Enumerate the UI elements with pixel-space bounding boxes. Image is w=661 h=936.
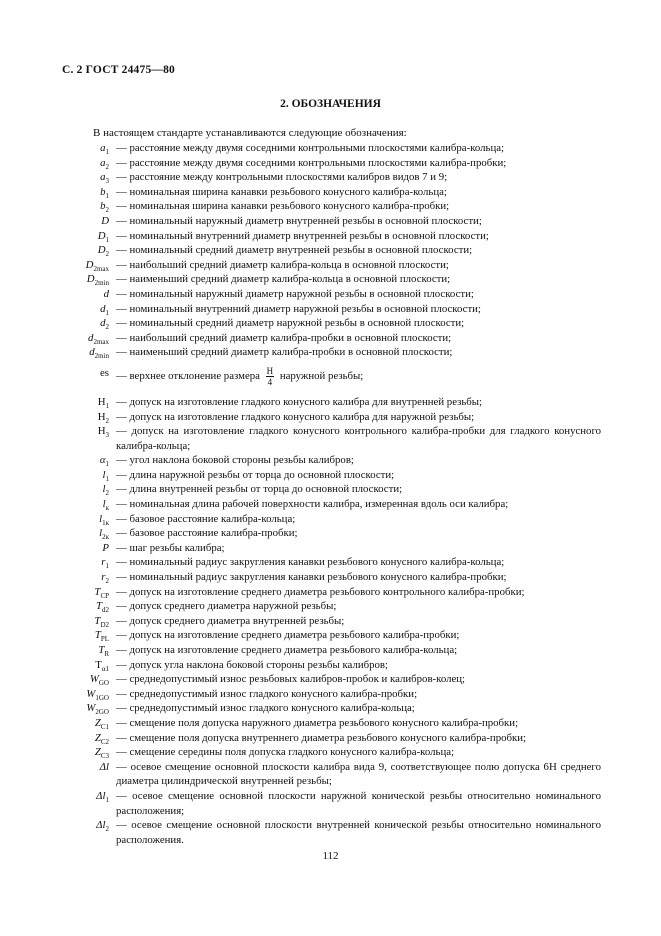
symbol (0, 614, 116, 629)
symbol-letter: l (102, 468, 106, 481)
symbol (0, 497, 116, 512)
symbol-row (0, 287, 661, 302)
definition: — допуск на изготовление гладкого конусного калибра для наружной резьбы; (116, 410, 475, 423)
definition: — базовое расстояние калибра-пробки; (116, 527, 298, 540)
definition: — смещение поля допуска внутреннего диаметра резьбового конусного калибра-пробки; (116, 731, 527, 744)
symbol-subscript: 1 (105, 474, 109, 483)
symbol-subscript: 1 (105, 148, 109, 156)
symbol-row (0, 672, 661, 687)
definition: — номинальная длина рабочей поверхности калибра, измеренная вдоль оси калибра; (116, 498, 509, 511)
symbol-letter: d (89, 346, 95, 359)
symbol-subscript: 2 (105, 206, 109, 215)
symbol-subscript: 2 (105, 162, 109, 171)
symbol (0, 229, 116, 244)
symbol-letter: H (97, 410, 106, 423)
symbol-subscript: 2 (105, 323, 109, 332)
definition: — допуск на изготовление гладкого конусного контрольного калибра-пробки для гладкого конусного калибра-кольца; (116, 425, 601, 452)
symbol-subscript: CP (100, 591, 109, 600)
symbol-row (0, 789, 661, 818)
section-title: 2. ОБОЗНАЧЕНИЯ (280, 98, 381, 110)
symbol-subscript: 1GO (95, 693, 109, 702)
definition: — наибольший средний диаметр калибра-кольца в основной плоскости; (116, 258, 449, 271)
definition: — номинальный радиус закругления канавки резьбового конусного калибра-кольца; (116, 556, 505, 569)
symbol-letter: r (101, 571, 106, 584)
symbol-letter: T (94, 585, 101, 598)
symbol-subscript: R (104, 650, 109, 658)
symbol (0, 331, 116, 346)
symbol (0, 512, 116, 527)
symbol-subscript: C2 (100, 737, 109, 746)
definition: — номинальный наружный диаметр наружной резьбы в основной плоскости; (116, 287, 474, 300)
symbol (0, 316, 116, 331)
symbol-row (0, 541, 661, 556)
symbol (0, 570, 116, 585)
symbol-row (0, 760, 661, 789)
definition: — осевое смещение основной плоскости внутренней конической резьбы относительно номинального расположения. (116, 819, 601, 846)
definition: — осевое смещение основной плоскости наружной конической резьбы относительно номинального расположения; (116, 789, 601, 817)
symbol-row (0, 331, 661, 346)
definition-text-end: наружной резьбы; (279, 369, 364, 382)
symbols-list (0, 141, 661, 847)
definition: — допуск на изготовление гладкого конусного калибра для внутренней резьбы; (116, 395, 483, 408)
symbol-subscript: 1 (105, 191, 109, 200)
symbol-letter: P (102, 541, 109, 554)
symbol-row (0, 453, 661, 468)
symbol-row (0, 497, 661, 512)
definition: — номинальный средний диаметр наружной резьбы в основной плоскости; (116, 317, 465, 330)
symbol-subscript: C1 (100, 722, 109, 731)
symbol-subscript: 2min (94, 352, 109, 361)
intro-text: В настоящем стандарте устанавливаются следующие обозначения: (93, 127, 407, 139)
definition: — угол наклона боковой стороны резьбы калибров; (116, 454, 354, 467)
symbol-letter: T (94, 614, 101, 627)
symbol-letter: a (100, 171, 106, 184)
symbol (0, 272, 116, 287)
definition: — среднедопустимый износ гладкого конусного калибра-пробки; (116, 687, 418, 700)
symbol-letter: d (100, 317, 106, 330)
symbol (0, 541, 116, 556)
symbol-subscript: 3 (105, 431, 109, 440)
symbol-letter: D (85, 258, 94, 271)
symbol-row (0, 585, 661, 600)
symbol-row (0, 482, 661, 497)
symbol-row-es (0, 366, 661, 387)
symbol-subscript: 2 (105, 489, 109, 498)
definition: — шаг резьбы калибра; (116, 541, 225, 554)
symbol-row (0, 818, 661, 847)
symbol-letter: T (98, 644, 105, 656)
symbol-letter: d (88, 331, 94, 344)
symbol-row (0, 199, 661, 214)
symbol-letter: H (97, 395, 106, 408)
symbol-row (0, 229, 661, 244)
definition: — номинальный наружный диаметр внутренней резьбы в основной плоскости; (116, 214, 482, 227)
symbol-row (0, 614, 661, 629)
symbol-subscript: 2GO (95, 708, 109, 717)
definition: — допуск угла наклона боковой стороны резьбы калибров; (116, 658, 388, 671)
symbol (0, 482, 116, 497)
symbols-group-b (0, 395, 661, 847)
symbol (0, 701, 116, 716)
symbol-letter: Z (94, 746, 101, 759)
definition: — осевое смещение основной плоскости калибра вида 9, соответствующее полю допуска 6H среднего диаметра цилиндрической внутренней резьбы; (116, 760, 601, 788)
symbol-subscript: α1 (101, 664, 109, 673)
symbol-row (0, 628, 661, 643)
symbol-row (0, 395, 661, 410)
symbol-subscript: 1к (102, 518, 109, 527)
symbol-row (0, 731, 661, 746)
symbol-letter: Z (94, 731, 101, 744)
symbol-subscript: C3 (100, 752, 109, 761)
definition: — номинальный радиус закругления канавки резьбового конусного калибра-пробки; (116, 571, 507, 584)
definition: — наибольший средний диаметр калибра-пробки в основной плоскости; (116, 331, 452, 344)
symbol (0, 243, 116, 258)
symbol-row (0, 141, 661, 156)
symbol-row (0, 658, 661, 673)
symbol-row (0, 512, 661, 527)
definition: — расстояние между двумя соседними контрольными плоскостями калибра-пробки; (116, 156, 507, 169)
symbol (0, 760, 116, 775)
fraction-denominator: 4 (267, 376, 273, 387)
symbol-row (0, 701, 661, 716)
symbol (0, 628, 116, 643)
symbol (0, 302, 116, 317)
symbol-letter: D (101, 214, 109, 227)
definition: — номинальный внутренний диаметр наружной резьбы в основной плоскости; (116, 302, 481, 315)
symbol-row (0, 214, 661, 229)
symbol-letter: W (89, 673, 99, 686)
symbol-row (0, 345, 661, 360)
definition: — смещение середины поля допуска гладкого конусного калибра-кольца; (116, 746, 455, 759)
definition: — среднедопустимый износ гладкого конусного калибра-кольца; (116, 702, 415, 715)
symbol-row (0, 170, 661, 185)
symbol-letter: T (95, 600, 102, 613)
symbol-row (0, 272, 661, 287)
definition: — допуск на изготовление среднего диаметра резьбового калибра-пробки; (116, 629, 460, 642)
symbol-row (0, 468, 661, 483)
symbol-row (0, 687, 661, 702)
symbol (0, 453, 116, 468)
symbol-subscript: 2 (105, 825, 109, 834)
symbol (0, 658, 116, 673)
definition: — наименьший средний диаметр калибра-пробки в основной плоскости; (116, 346, 453, 359)
symbol-letter: r (101, 556, 106, 569)
symbol-row (0, 410, 661, 425)
symbol (0, 395, 116, 410)
symbol-letter: D (97, 244, 106, 257)
symbol (0, 789, 116, 804)
definition: — длина наружной резьбы от торца до основной плоскости; (116, 468, 395, 481)
symbol-subscript: d2 (102, 606, 109, 615)
definition: — допуск среднего диаметра внутренней резьбы; (116, 614, 345, 627)
symbol-letter: l (102, 498, 106, 511)
symbol-letter: a (100, 142, 106, 154)
page-header: С. 2 ГОСТ 24475—80 (62, 64, 175, 76)
symbol-letter: D (97, 229, 106, 242)
symbol-row (0, 302, 661, 317)
symbol-subscript: 1 (105, 460, 109, 469)
symbol (0, 745, 116, 760)
symbol (0, 410, 116, 425)
definition: — базовое расстояние калибра-кольца; (116, 512, 296, 525)
symbol (0, 672, 116, 687)
symbol: es (100, 366, 109, 379)
definition: — расстояние между контрольными плоскостями калибров видов 7 и 9; (116, 171, 448, 184)
symbol-subscript: 1 (105, 562, 109, 571)
symbol (0, 287, 116, 302)
definition: — среднедопустимый износ резьбовых калибров-пробок и калибров-колец; (116, 673, 466, 686)
symbol-subscript: 2max (93, 337, 109, 346)
symbol-row (0, 555, 661, 570)
symbol-row (0, 316, 661, 331)
symbol-subscript: 1 (105, 795, 109, 804)
symbol (0, 526, 116, 541)
symbol-letter: a (100, 156, 106, 169)
symbol (0, 170, 116, 185)
symbol-row (0, 243, 661, 258)
symbol-row (0, 258, 661, 273)
symbol (0, 716, 116, 731)
symbol (0, 141, 116, 156)
symbol-letter: T (95, 658, 102, 671)
symbol-subscript: к (105, 504, 109, 513)
symbol-row (0, 526, 661, 541)
symbol-letter: l (99, 512, 103, 525)
symbol-row (0, 599, 661, 614)
symbol-row (0, 745, 661, 760)
symbol-subscript: 1 (105, 235, 109, 244)
symbol (0, 555, 116, 570)
symbol-letter: Δl (99, 760, 109, 773)
symbol-letter: α (99, 454, 106, 467)
definition: — наименьший средний диаметр калибра-кольца в основной плоскости; (116, 273, 451, 286)
symbol (0, 214, 116, 229)
symbol-letter: Δl (96, 789, 106, 802)
definition: — допуск на изготовление среднего диаметра резьбового калибра-кольца; (116, 644, 458, 656)
symbol-letter: b (100, 200, 106, 213)
definition: — смещение поля допуска наружного диаметра резьбового конусного калибра-пробки; (116, 716, 519, 729)
symbol (0, 185, 116, 200)
symbol (0, 258, 116, 273)
symbol-letter: W (86, 702, 96, 715)
definition: — номинальный средний диаметр внутренней резьбы в основной плоскости; (116, 244, 473, 257)
definition: — номинальная ширина канавки резьбового конусного калибра-кольца; (116, 185, 447, 198)
symbol (0, 731, 116, 746)
symbol-subscript: 2 (105, 416, 109, 425)
symbol-subscript: D2 (100, 620, 109, 629)
symbols-group-a (0, 141, 661, 360)
symbol-row (0, 156, 661, 171)
symbol-row (0, 185, 661, 200)
symbol-subscript: 2max (93, 264, 109, 273)
page-number: 112 (322, 850, 339, 862)
symbol-row (0, 424, 661, 453)
symbol (0, 818, 116, 833)
definition: — номинальный внутренний диаметр внутренней резьбы в основной плоскости; (116, 229, 489, 242)
definition: — допуск среднего диаметра наружной резьбы; (116, 600, 337, 613)
symbol-letter: d (100, 302, 106, 315)
symbol (0, 424, 116, 439)
symbol (0, 468, 116, 483)
symbol-letter: l (102, 483, 106, 496)
symbol-letter: W (86, 687, 96, 700)
symbol-subscript: 1 (105, 308, 109, 317)
symbol-letter: l (99, 527, 103, 540)
symbol-letter: H (97, 425, 106, 438)
symbol-letter: b (100, 185, 106, 198)
definition: — номинальная ширина канавки резьбового конусного калибра-пробки; (116, 200, 450, 213)
symbol (0, 585, 116, 600)
symbol-subscript: 2к (102, 533, 109, 542)
symbol-letter: d (103, 287, 109, 300)
symbol-letter: Δl (96, 819, 106, 832)
fraction-numerator: H (266, 365, 274, 376)
definition-text: — верхнее отклонение размера (116, 369, 260, 382)
symbol-subscript: 2 (105, 577, 109, 586)
symbol-letter: Z (94, 716, 101, 729)
symbol-subscript: 2 (105, 250, 109, 259)
symbol-subscript: GO (98, 679, 109, 688)
symbol-row (0, 716, 661, 731)
symbol-subscript: PL (100, 635, 109, 644)
definition: — расстояние между двумя соседними контрольными плоскостями калибра-кольца; (116, 142, 505, 154)
symbol (0, 156, 116, 171)
symbol-letter: T (94, 629, 101, 642)
symbol (0, 599, 116, 614)
symbol-subscript: 3 (105, 177, 109, 186)
symbol (0, 345, 116, 360)
symbol (0, 199, 116, 214)
fraction (266, 366, 275, 387)
definition: — допуск на изготовление среднего диаметра резьбового контрольного калибра-пробки; (116, 585, 525, 598)
symbol-row (0, 570, 661, 585)
symbol-subscript: 2min (94, 279, 109, 288)
symbol-letter: D (86, 273, 95, 286)
definition (116, 366, 601, 387)
symbol-row (0, 643, 661, 658)
symbol (0, 643, 116, 658)
definition: — длина внутренней резьбы от торца до основной плоскости; (116, 483, 403, 496)
symbol-subscript: 1 (105, 401, 109, 410)
symbol (0, 687, 116, 702)
